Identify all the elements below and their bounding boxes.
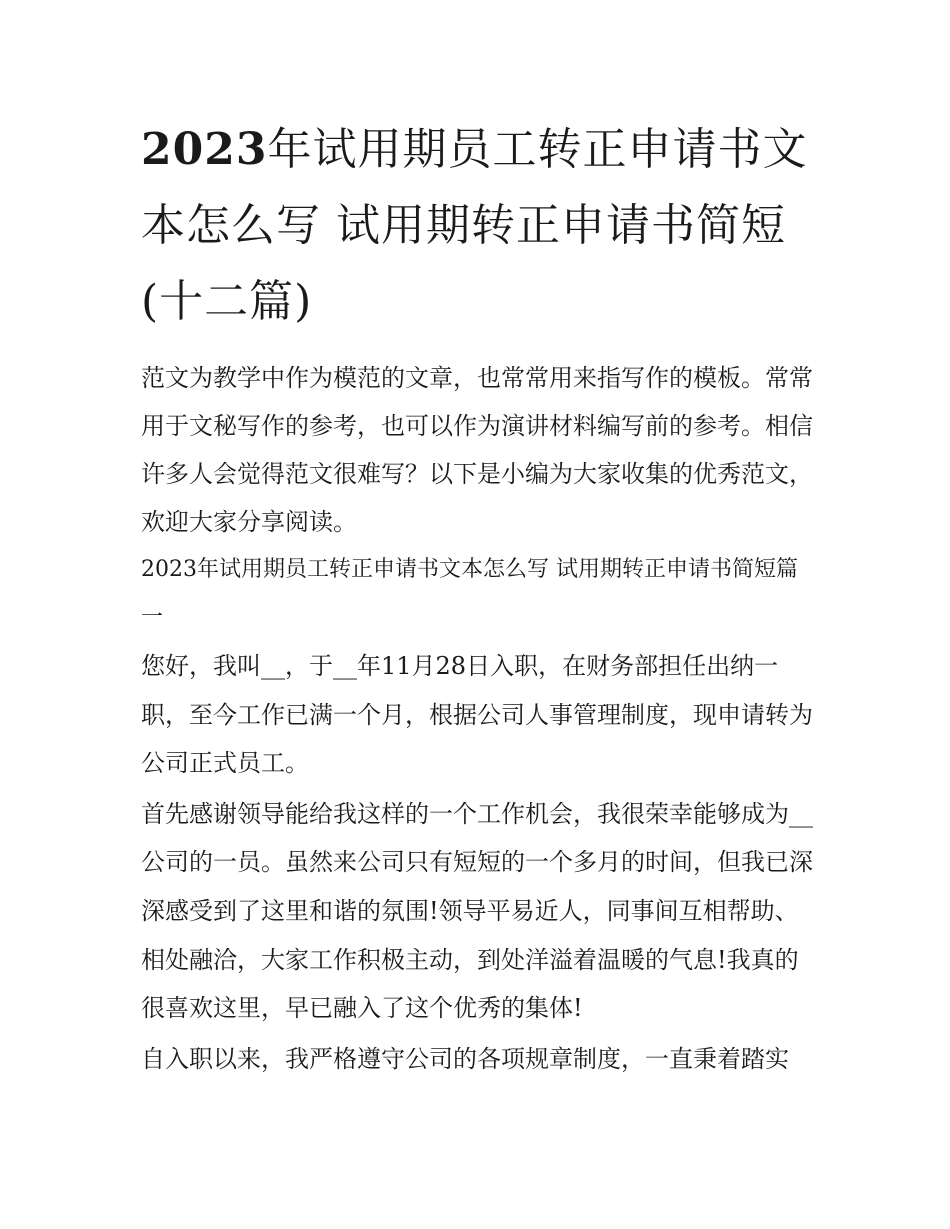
- document-title: [141, 112, 813, 340]
- intro-paragraph: 范文为教学中作为模范的文章，也常常用来指写作的模板。常常用于文秘写作的参考，也可以作为演讲材料编写前的参考。相信许多人会觉得范文很难写？以下是小编为大家收集的优秀范文，欢迎大家分享阅读。: [141, 364, 813, 536]
- title-year: 2023: [141, 124, 268, 175]
- body-paragraph-3: 自入职以来，我严格遵守公司的各项规章制度，一直秉着踏实: [141, 1044, 789, 1073]
- document-page: [141, 112, 813, 1083]
- title-text: 年试用期员工转正申请书文本怎么写 试用期转正申请书简短(十二篇): [141, 124, 808, 327]
- body-paragraph-1: 您好，我叫__，于__年11月28日入职，在财务部担任出纳一职，至今工作已满一个月，根据公司人事管理制度，现申请转为公司正式员工。: [141, 652, 813, 778]
- section-heading: 2023年试用期员工转正申请书文本怎么写 试用期转正申请书简短篇一: [141, 557, 798, 630]
- body-paragraph-2: 首先感谢领导能给我这样的一个工作机会，我很荣幸能够成为__公司的一员。虽然来公司只有短短的一个多月的时间，但我已深深感受到了这里和谐的氛围!领导平易近人，同事间互相帮助、相处融洽，大家工作积极主动，到处洋溢着温暖的气息!我真的很喜欢这里，早已融入了这个优秀的集体!: [141, 799, 813, 1023]
